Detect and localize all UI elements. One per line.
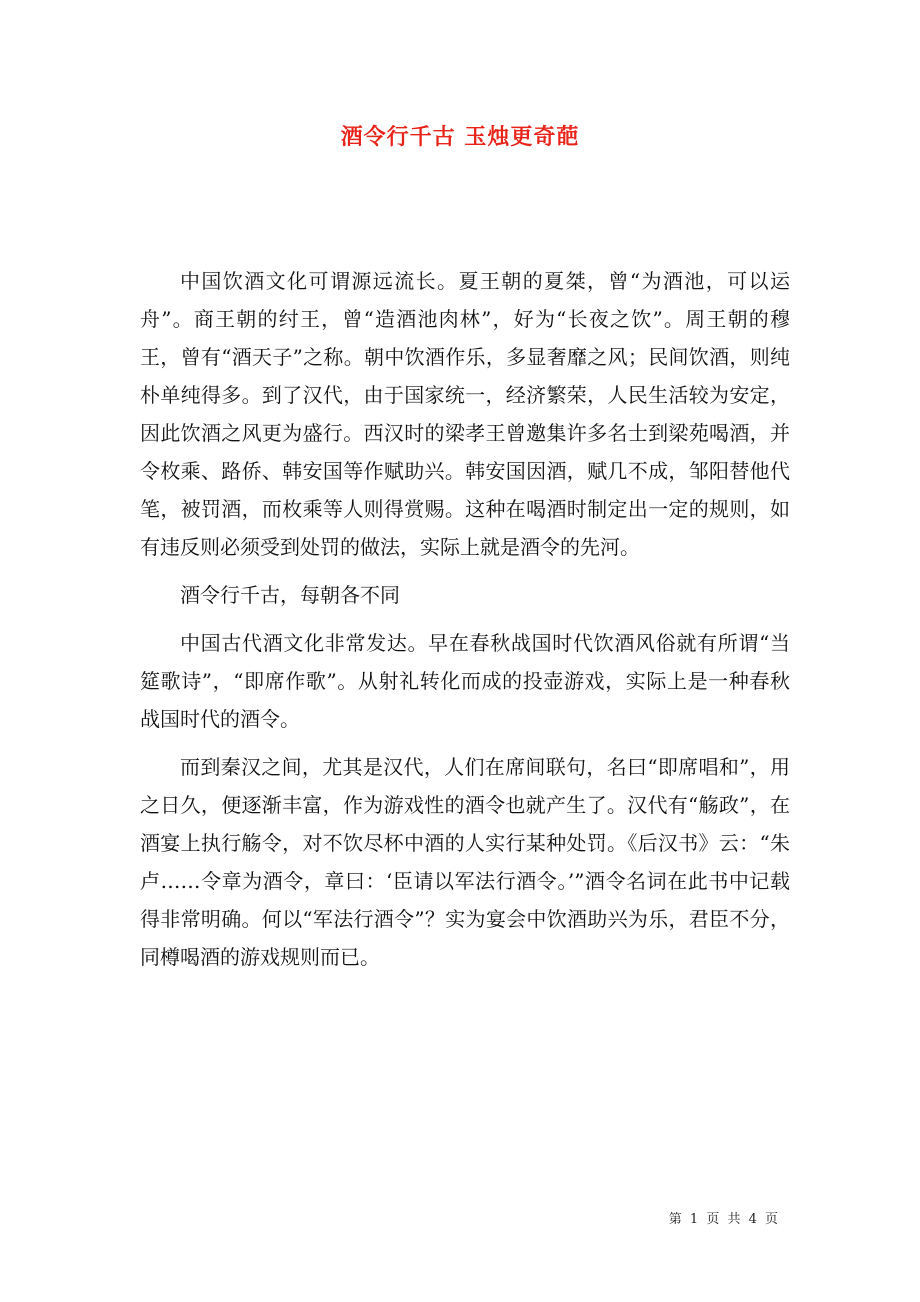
paragraph-subheading: 酒令行千古，每朝各不同 <box>180 583 400 607</box>
document-title: 酒令行千古 玉烛更奇葩 <box>340 124 580 150</box>
paragraph-spring-autumn: 中国古代酒文化非常发达。早在春秋战国时代饮酒风俗就有所谓“当筵歌诗”，“即席作歌”。从射礼转化而成的投壶游戏，实际上是一种春秋战国时代的酒令。 <box>140 631 790 731</box>
paragraph-intro: 中国饮酒文化可谓源远流长。夏王朝的夏桀，曾“为酒池，可以运舟”。商王朝的纣王，曾“造酒池肉林”，好为“长夜之饮”。周王朝的穆王，曾有“酒天子”之称。朝中饮酒作乐，多显奢靡之风；民间饮酒，则纯朴单纯得多。到了汉代，由于国家统一，经济繁荣，人民生活较为安定，因此饮酒之风更为盛行。西汉时的梁孝王曾邀集许多名士到梁苑喝酒，并令枚乘、路侨、韩安国等作赋助兴。韩安国因酒，赋几不成，邹阳替他代笔，被罚酒，而枚乘等人则得赏赐。这种在喝酒时制定出一定的规则，如有违反则必须受到处罚的做法，实际上就是酒令的先河。 <box>140 269 790 559</box>
document-body <box>140 262 790 976</box>
paragraph-han-dynasty: 而到秦汉之间，尤其是汉代，人们在席间联句，名曰“即席唱和”，用之日久，便逐渐丰富，作为游戏性的酒令也就产生了。汉代有“觞政”，在酒宴上执行觞令，对不饮尽杯中酒的人实行某种处罚。《后汉书》云：“朱卢……令章为酒令，章曰：‘臣请以军法行酒令。’”酒令名词在此书中记载得非常明确。何以“军法行酒令”？实为宴会中饮酒助兴为乐，君臣不分，同樽喝酒的游戏规则而已。 <box>140 755 790 969</box>
page-number: 第 1 页 共 4 页 <box>668 1212 780 1227</box>
